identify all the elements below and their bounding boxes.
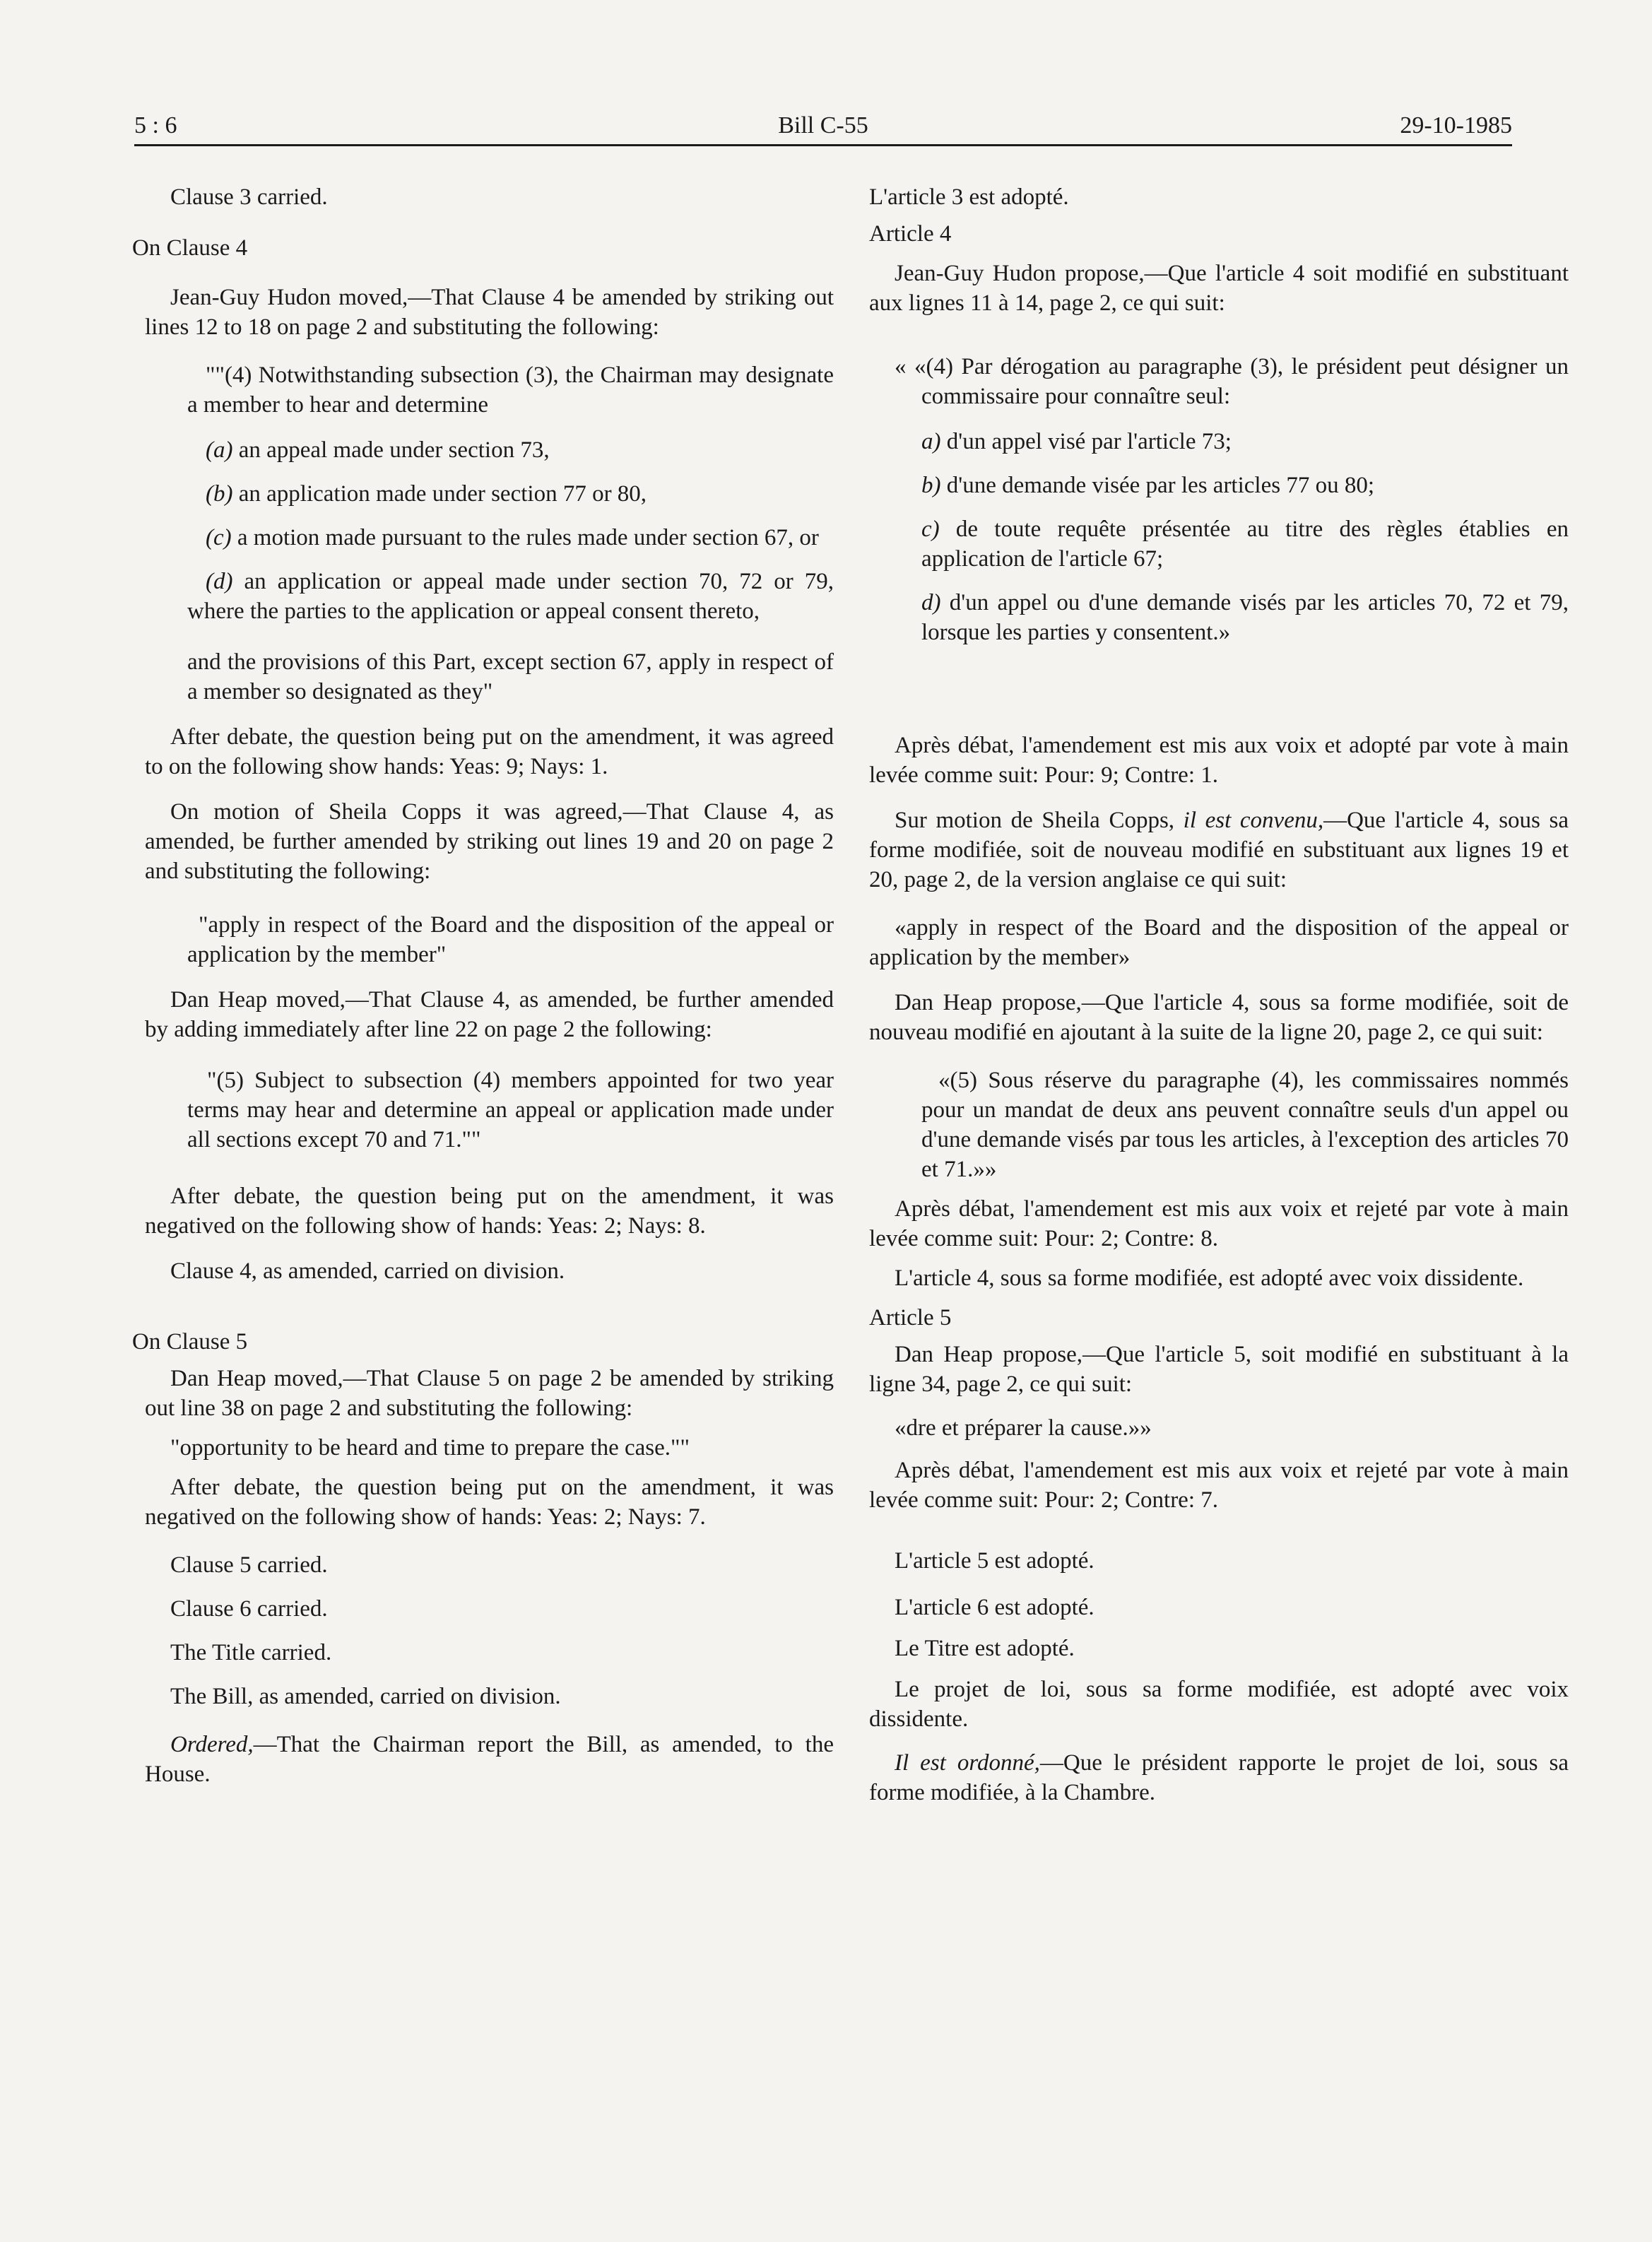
ordonne-text: —Que le président rapporte le projet de loi, sous sa forme modifiée, à la Chambre. [869, 1750, 1569, 1805]
ordered-text: —That the Chairman report the Bill, as amended, to the House. [145, 1732, 834, 1787]
heap-propose-2: Dan Heap propose,—Que l'article 5, soit modifié en substituant à la ligne 34, page 2, ce qui suit: [869, 1342, 1569, 1397]
article3-adopte: L'article 3 est adopté. [869, 184, 1069, 210]
item-d [145, 567, 834, 626]
copps-motion-end: —Que l'article 4, sous sa forme modifiée, soit de nouveau modifié en substituant aux lignes 19 et 20, page 2, de la version anglaise ce qui suit: [869, 808, 1569, 892]
page-header [134, 112, 1512, 148]
clause6-carried: Clause 6 carried. [170, 1596, 328, 1622]
clause4-carried: Clause 4, as amended, carried on division. [170, 1258, 565, 1284]
ordered-label: Ordered, [170, 1732, 254, 1757]
copps-motion-italic: il est convenu, [1183, 808, 1324, 833]
hudon-motion: Jean-Guy Hudon moved,—That Clause 4 be amended by striking out lines 12 to 18 on page 2 and substituting the following: [145, 285, 834, 340]
english-column [132, 182, 834, 1805]
clause3-carried: Clause 3 carried. [170, 184, 328, 210]
paragraphe4-intro: « «(4) Par dérogation au paragraphe (3), le président peut désigner un commissaire pour connaître seul: [895, 354, 1569, 409]
projet-adopte: Le projet de loi, sous sa forme modifiée, est adopté avec voix dissidente. [869, 1677, 1569, 1732]
copps-motion: On motion of Sheila Copps it was agreed,—That Clause 4, as amended, be further amended by striking out lines 19 and 20 on page 2 and substituting the following: [145, 799, 834, 884]
dre-quote: «dre et préparer la cause.»» [895, 1415, 1152, 1441]
heap-propose-1: Dan Heap propose,—Que l'article 4, sous sa forme modifiée, soit de nouveau modifié en ajoutant à la suite de la ligne 20, page 2, ce qui suit: [869, 990, 1569, 1045]
hudon-propose: Jean-Guy Hudon propose,—Que l'article 4 soit modifié en substituant aux lignes 11 à 14, page 2, ce qui suit: [869, 261, 1569, 316]
debate-result-2: After debate, the question being put on the amendment, it was negatived on the following show of hands: Yeas: 2; Nays: 8. [145, 1184, 834, 1239]
item-d-label: (d) [206, 569, 233, 594]
item-d-text: an application or appeal made under section 70, 72 or 79, where the parties to the application or appeal consent thereto, [187, 569, 834, 624]
on-clause4-heading: On Clause 4 [132, 235, 248, 261]
fr-item-c-text: de toute requête présentée au titre des règles établies en application de l'article 67; [921, 517, 1569, 572]
titre-adopte: Le Titre est adopté. [895, 1636, 1075, 1661]
opportunity-quote: "opportunity to be heard and time to prepare the case."" [170, 1435, 690, 1461]
subsection5-quote: "(5) Subject to subsection (4) members appointed for two year terms may hear and determine an appeal or application made under all sections except 70 and 71."" [187, 1068, 834, 1152]
debate-result-3: After debate, the question being put on the amendment, it was negatived on the following show of hands: Yeas: 2; Nays: 7. [145, 1475, 834, 1530]
provisions-clause: and the provisions of this Part, except section 67, apply in respect of a member so designated as they" [187, 649, 834, 704]
debat-result-1: Après débat, l'amendement est mis aux voix et adopté par vote à main levée comme suit: Pour: 9; Contre: 1. [869, 733, 1569, 788]
section-gap [145, 1302, 834, 1327]
bill-title: Bill C-55 [778, 112, 868, 138]
paragraphe5-quote: «(5) Sous réserve du paragraphe (4), les commissaires nommés pour un mandat de deux ans peuvent connaître seuls d'un appel ou d'une demande visés par tous les articles, à l'exception des articles 70 et 71.»» [921, 1068, 1569, 1182]
ordonne-label: Il est ordonné, [895, 1750, 1040, 1776]
ordered-paragraph [145, 1730, 834, 1789]
clause5-carried: Clause 5 carried. [170, 1552, 328, 1578]
fr-item-b [869, 471, 1569, 500]
item-c-text: a motion made pursuant to the rules made under section 67, or [231, 525, 819, 550]
heap-motion-1: Dan Heap moved,—That Clause 4, as amended, be further amended by adding immediately after line 22 on page 2 the following: [145, 987, 834, 1042]
french-column [869, 182, 1569, 1823]
debat-result-3: Après débat, l'amendement est mis aux voix et rejeté par vote à main levée comme suit: Pour: 2; Contre: 7. [869, 1458, 1569, 1513]
copps-motion-start: Sur motion de Sheila Copps, [895, 808, 1184, 833]
fr-item-c-label: c) [921, 517, 940, 542]
header-rule [134, 144, 1512, 146]
bill-carried: The Bill, as amended, carried on division. [170, 1684, 561, 1709]
fr-item-b-label: b) [921, 473, 941, 498]
header-date: 29-10-1985 [1400, 112, 1512, 138]
debat-result-2: Après débat, l'amendement est mis aux voix et rejeté par vote à main levée comme suit: Pour: 2; Contre: 8. [869, 1196, 1569, 1251]
article5-adopte: L'article 5 est adopté. [895, 1548, 1095, 1574]
debate-result-1: After debate, the question being put on the amendment, it was agreed to on the following show hands: Yeas: 9; Nays: 1. [145, 724, 834, 779]
heap-motion-2: Dan Heap moved,—That Clause 5 on page 2 be amended by striking out line 38 on page 2 and substituting the following: [145, 1366, 834, 1421]
item-b-label: (b) [206, 481, 233, 507]
apply-quote-fr: «apply in respect of the Board and the disposition of the appeal or application by the member» [869, 915, 1569, 970]
fr-item-a-label: a) [921, 429, 941, 454]
on-clause5-heading: On Clause 5 [132, 1329, 248, 1355]
copps-motion-fr [869, 806, 1569, 895]
fr-item-a-text: d'un appel visé par l'article 73; [940, 429, 1232, 454]
fr-item-d-label: d) [921, 590, 941, 615]
article5-heading: Article 5 [869, 1305, 952, 1331]
subsection4-intro: ""(4) Notwithstanding subsection (3), the Chairman may designate a member to hear and determine [187, 362, 834, 418]
article4-adopte: L'article 4, sous sa forme modifiée, est adopté avec voix dissidente. [895, 1265, 1524, 1291]
page-number: 5 : 6 [134, 112, 177, 138]
fr-item-d-text: d'un appel ou d'une demande visés par les articles 70, 72 et 79, lorsque les parties y consentent.» [921, 590, 1569, 645]
fr-item-c [869, 514, 1569, 574]
item-a [145, 435, 834, 465]
item-c-label: (c) [206, 525, 232, 550]
item-c [145, 523, 834, 553]
title-carried: The Title carried. [170, 1640, 332, 1665]
item-b-text: an application made under section 77 or 80, [232, 481, 647, 507]
article4-heading: Article 4 [869, 221, 952, 247]
item-a-label: (a) [206, 437, 233, 463]
ordonne-paragraph [869, 1748, 1569, 1807]
apply-quote: "apply in respect of the Board and the disposition of the appeal or application by the member" [187, 912, 834, 967]
fr-item-b-text: d'une demande visée par les articles 77 ou 80; [940, 473, 1374, 498]
item-b [145, 479, 834, 509]
item-a-text: an appeal made under section 73, [232, 437, 550, 463]
fr-item-a [869, 427, 1569, 456]
article6-adopte: L'article 6 est adopté. [895, 1595, 1095, 1620]
fr-item-d [869, 588, 1569, 647]
